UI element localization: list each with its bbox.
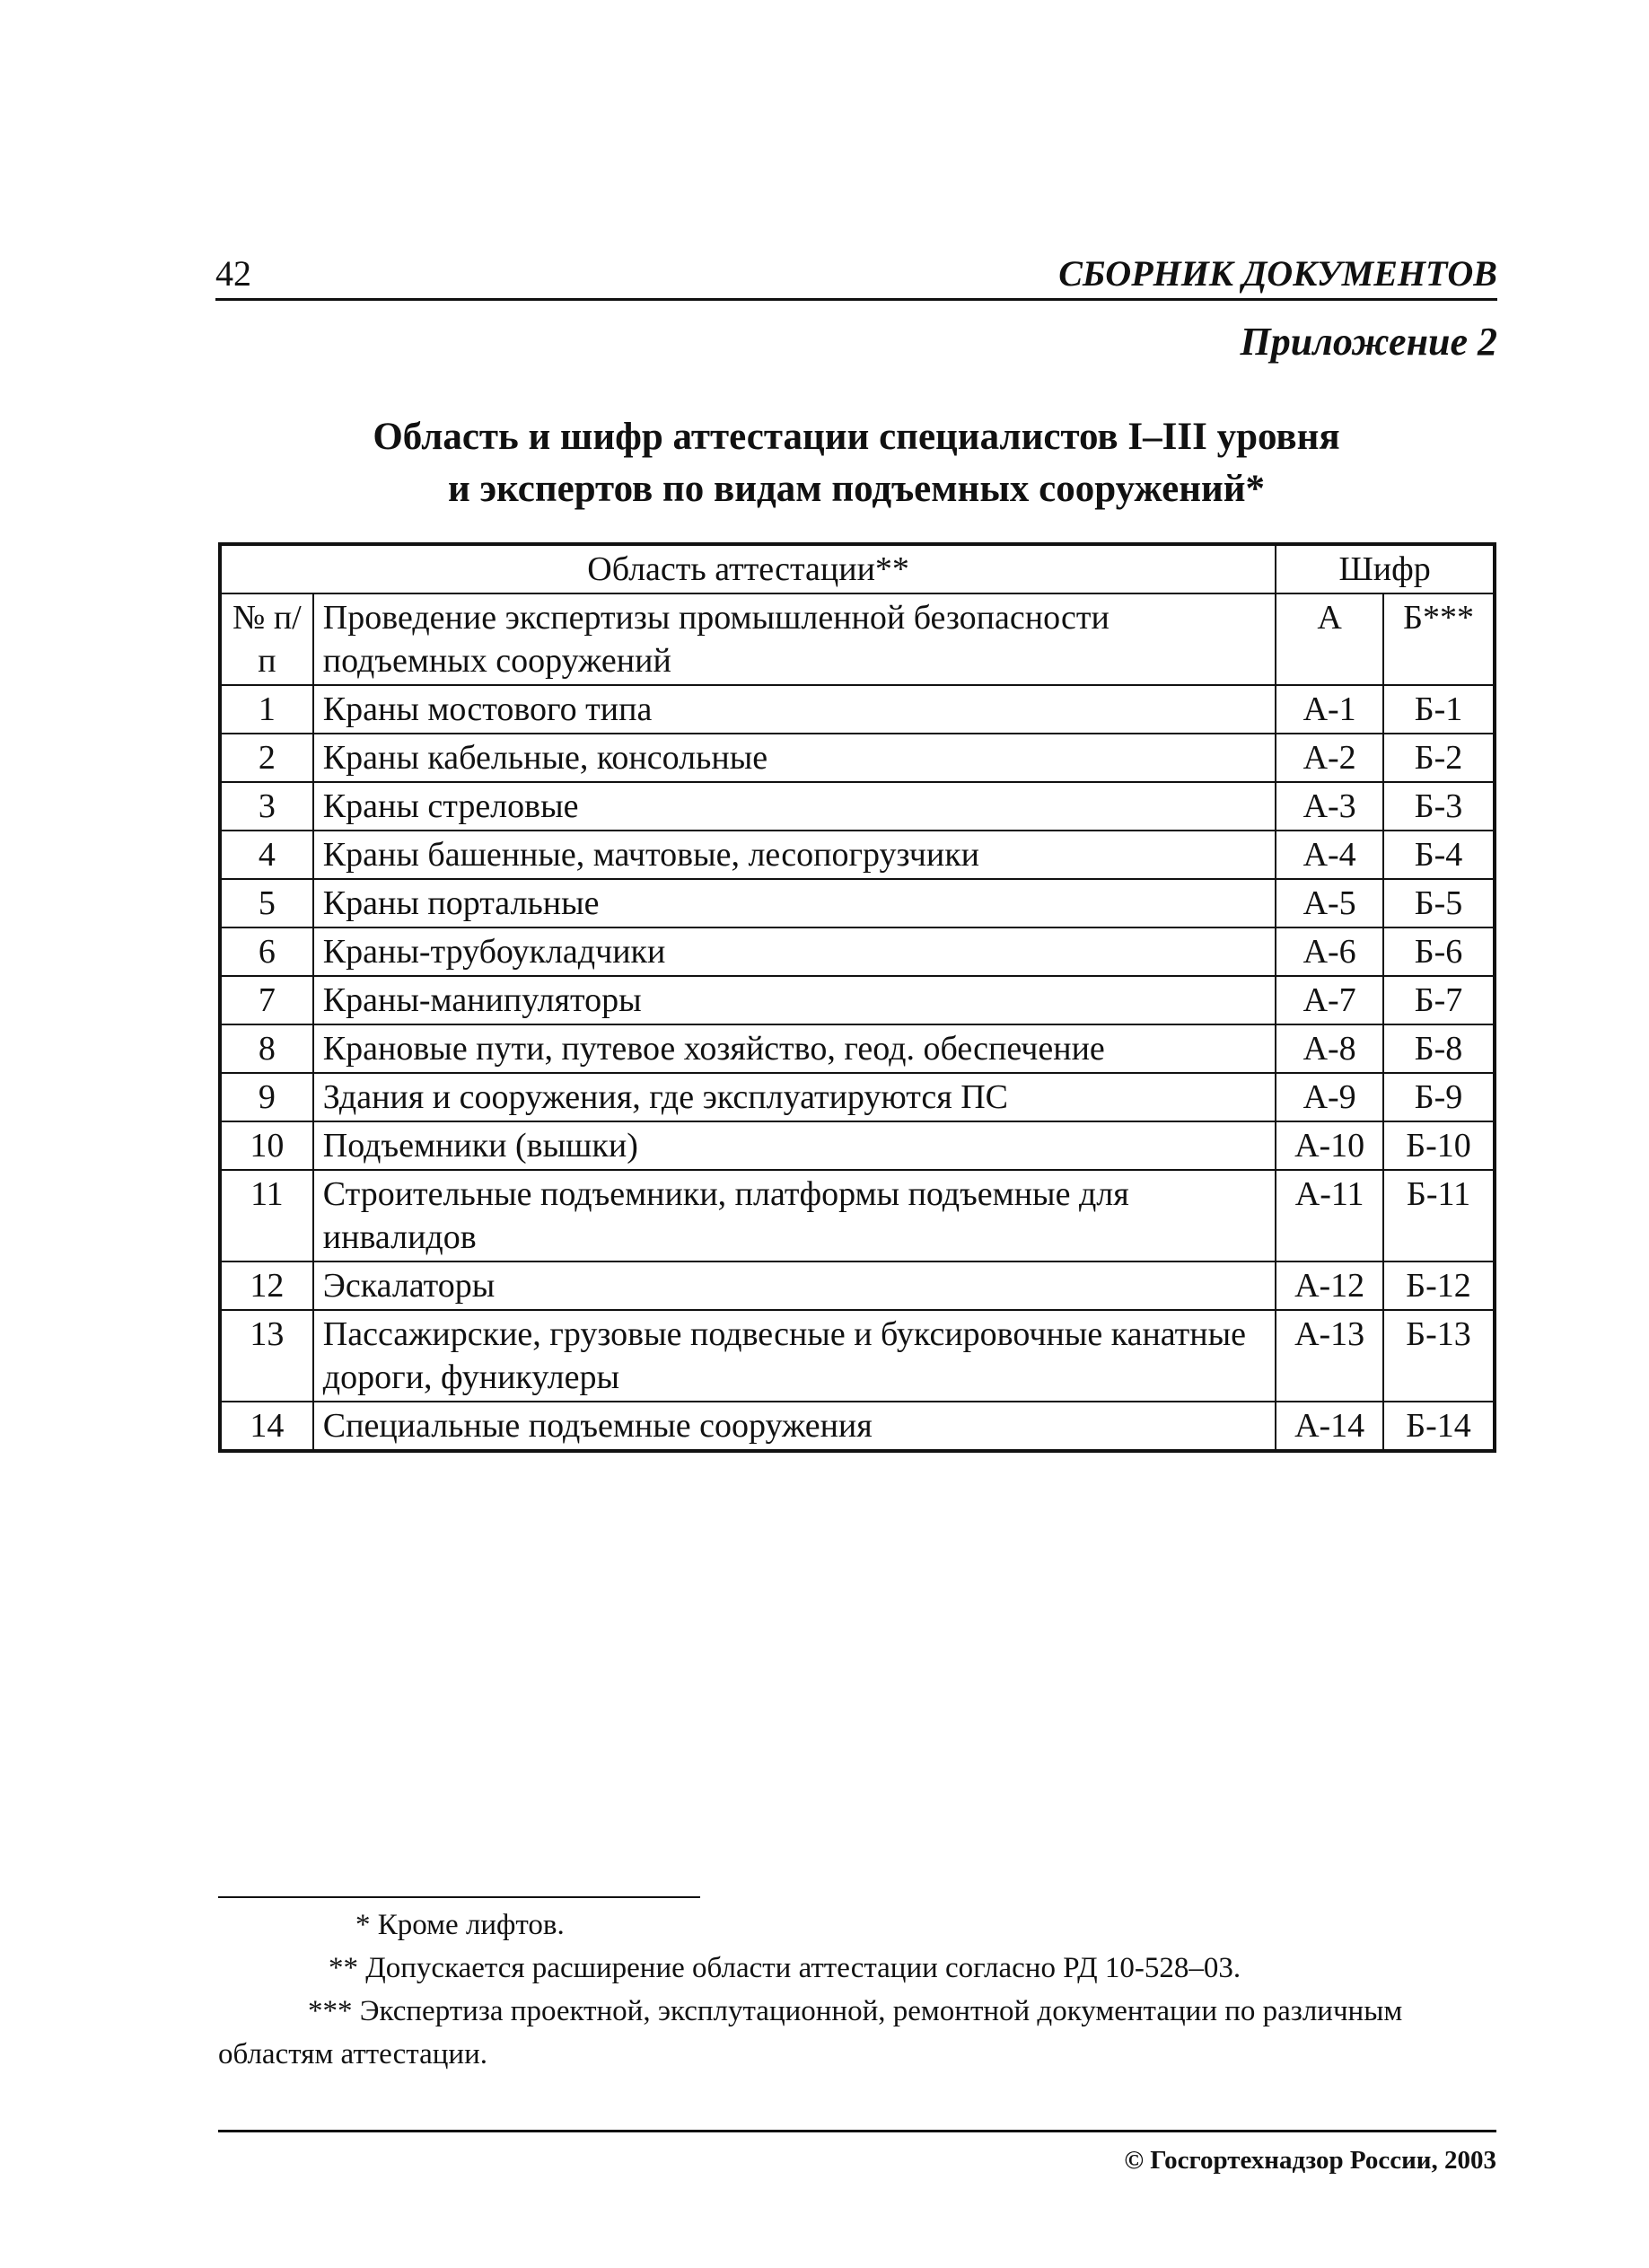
table-row bbox=[220, 927, 1495, 976]
cell-area: Специальные подъемные сооружения bbox=[313, 1402, 1276, 1451]
table-header-row bbox=[220, 544, 1495, 593]
cell-b: Б-3 bbox=[1383, 782, 1495, 831]
cell-b: Б-13 bbox=[1383, 1310, 1495, 1402]
document-title bbox=[215, 411, 1497, 515]
page-header bbox=[215, 250, 1497, 301]
col-b-header: Б*** bbox=[1383, 593, 1495, 685]
cell-a: А-8 bbox=[1276, 1024, 1383, 1073]
cell-b: Б-9 bbox=[1383, 1073, 1495, 1121]
footnote-3: *** Экспертиза проектной, эксплутационной, ремонтной документации по различным областям аттестации. bbox=[218, 1995, 1403, 2070]
table-row bbox=[220, 1170, 1495, 1261]
cell-b: Б-8 bbox=[1383, 1024, 1495, 1073]
cell-num: 14 bbox=[220, 1402, 313, 1451]
cell-b: Б-10 bbox=[1383, 1121, 1495, 1170]
table-row bbox=[220, 1261, 1495, 1310]
header-code: Шифр bbox=[1276, 544, 1495, 593]
cell-num: 11 bbox=[220, 1170, 313, 1261]
cell-a: А-5 bbox=[1276, 879, 1383, 927]
cell-a: А-4 bbox=[1276, 831, 1383, 879]
cell-num: 5 bbox=[220, 879, 313, 927]
cell-area: Краны портальные bbox=[313, 879, 1276, 927]
title-line-1: Область и шифр аттестации специалистов I–III уровня bbox=[373, 416, 1340, 458]
cell-a: А-6 bbox=[1276, 927, 1383, 976]
cell-b: Б-5 bbox=[1383, 879, 1495, 927]
cell-b: Б-4 bbox=[1383, 831, 1495, 879]
cell-b: Б-11 bbox=[1383, 1170, 1495, 1261]
cell-b: Б-12 bbox=[1383, 1261, 1495, 1310]
cell-b: Б-7 bbox=[1383, 976, 1495, 1024]
cell-area: Краны башенные, мачтовые, лесопогрузчики bbox=[313, 831, 1276, 879]
running-title: СБОРНИК ДОКУМЕНТОВ bbox=[1058, 253, 1497, 294]
footnotes bbox=[218, 1903, 1496, 2076]
cell-num: 10 bbox=[220, 1121, 313, 1170]
cell-a: А-1 bbox=[1276, 685, 1383, 734]
cell-area: Подъемники (вышки) bbox=[313, 1121, 1276, 1170]
table-row bbox=[220, 879, 1495, 927]
table-row bbox=[220, 1310, 1495, 1402]
table-row bbox=[220, 1121, 1495, 1170]
copyright: © Госгортехнадзор России, 2003 bbox=[1124, 2146, 1496, 2175]
cell-area: Эскалаторы bbox=[313, 1261, 1276, 1310]
cell-a: А-11 bbox=[1276, 1170, 1383, 1261]
cell-area: Краны стреловые bbox=[313, 782, 1276, 831]
cell-area: Краны мостового типа bbox=[313, 685, 1276, 734]
cell-a: А-9 bbox=[1276, 1073, 1383, 1121]
cell-num: 7 bbox=[220, 976, 313, 1024]
table-row bbox=[220, 976, 1495, 1024]
cell-a: А-7 bbox=[1276, 976, 1383, 1024]
certification-table bbox=[218, 542, 1496, 1453]
cell-area: Краны-манипуляторы bbox=[313, 976, 1276, 1024]
cell-num: 1 bbox=[220, 685, 313, 734]
col-area-header: Проведение экспертизы промышленной безопасности подъемных сооружений bbox=[313, 593, 1276, 685]
cell-num: 13 bbox=[220, 1310, 313, 1402]
appendix-label: Приложение 2 bbox=[1240, 320, 1497, 364]
header-area: Область аттестации** bbox=[220, 544, 1276, 593]
title-line-2: и экспертов по видам подъемных сооружений* bbox=[447, 468, 1266, 510]
table-subheader-row bbox=[220, 593, 1495, 685]
table-row bbox=[220, 1073, 1495, 1121]
cell-num: 9 bbox=[220, 1073, 313, 1121]
cell-area: Пассажирские, грузовые подвесные и буксировочные канатные дороги, фуникулеры bbox=[313, 1310, 1276, 1402]
cell-num: 3 bbox=[220, 782, 313, 831]
cell-a: А-10 bbox=[1276, 1121, 1383, 1170]
table-row bbox=[220, 1024, 1495, 1073]
table-row bbox=[220, 1402, 1495, 1451]
cell-a: А-2 bbox=[1276, 734, 1383, 782]
footer-rule bbox=[218, 2130, 1496, 2132]
cell-b: Б-2 bbox=[1383, 734, 1495, 782]
col-num-header: № п/п bbox=[220, 593, 313, 685]
table-row bbox=[220, 734, 1495, 782]
cell-num: 6 bbox=[220, 927, 313, 976]
cell-area: Крановые пути, путевое хозяйство, геод. обеспечение bbox=[313, 1024, 1276, 1073]
table-row bbox=[220, 782, 1495, 831]
cell-b: Б-1 bbox=[1383, 685, 1495, 734]
table-row bbox=[220, 685, 1495, 734]
cell-area: Краны-трубоукладчики bbox=[313, 927, 1276, 976]
cell-b: Б-14 bbox=[1383, 1402, 1495, 1451]
cell-a: А-13 bbox=[1276, 1310, 1383, 1402]
footnote-rule bbox=[218, 1896, 700, 1898]
cell-area: Краны кабельные, консольные bbox=[313, 734, 1276, 782]
table-row bbox=[220, 831, 1495, 879]
cell-num: 8 bbox=[220, 1024, 313, 1073]
cell-a: А-3 bbox=[1276, 782, 1383, 831]
cell-num: 2 bbox=[220, 734, 313, 782]
cell-num: 12 bbox=[220, 1261, 313, 1310]
footnote-2: ** Допускается расширение области аттестации согласно РД 10-528–03. bbox=[329, 1952, 1241, 1984]
cell-a: А-14 bbox=[1276, 1402, 1383, 1451]
cell-num: 4 bbox=[220, 831, 313, 879]
footnote-1: * Кроме лифтов. bbox=[355, 1909, 565, 1941]
cell-a: А-12 bbox=[1276, 1261, 1383, 1310]
cell-area: Строительные подъемники, платформы подъемные для инвалидов bbox=[313, 1170, 1276, 1261]
cell-area: Здания и сооружения, где эксплуатируются ПС bbox=[313, 1073, 1276, 1121]
cell-b: Б-6 bbox=[1383, 927, 1495, 976]
page-number: 42 bbox=[215, 253, 251, 294]
col-a-header: А bbox=[1276, 593, 1383, 685]
